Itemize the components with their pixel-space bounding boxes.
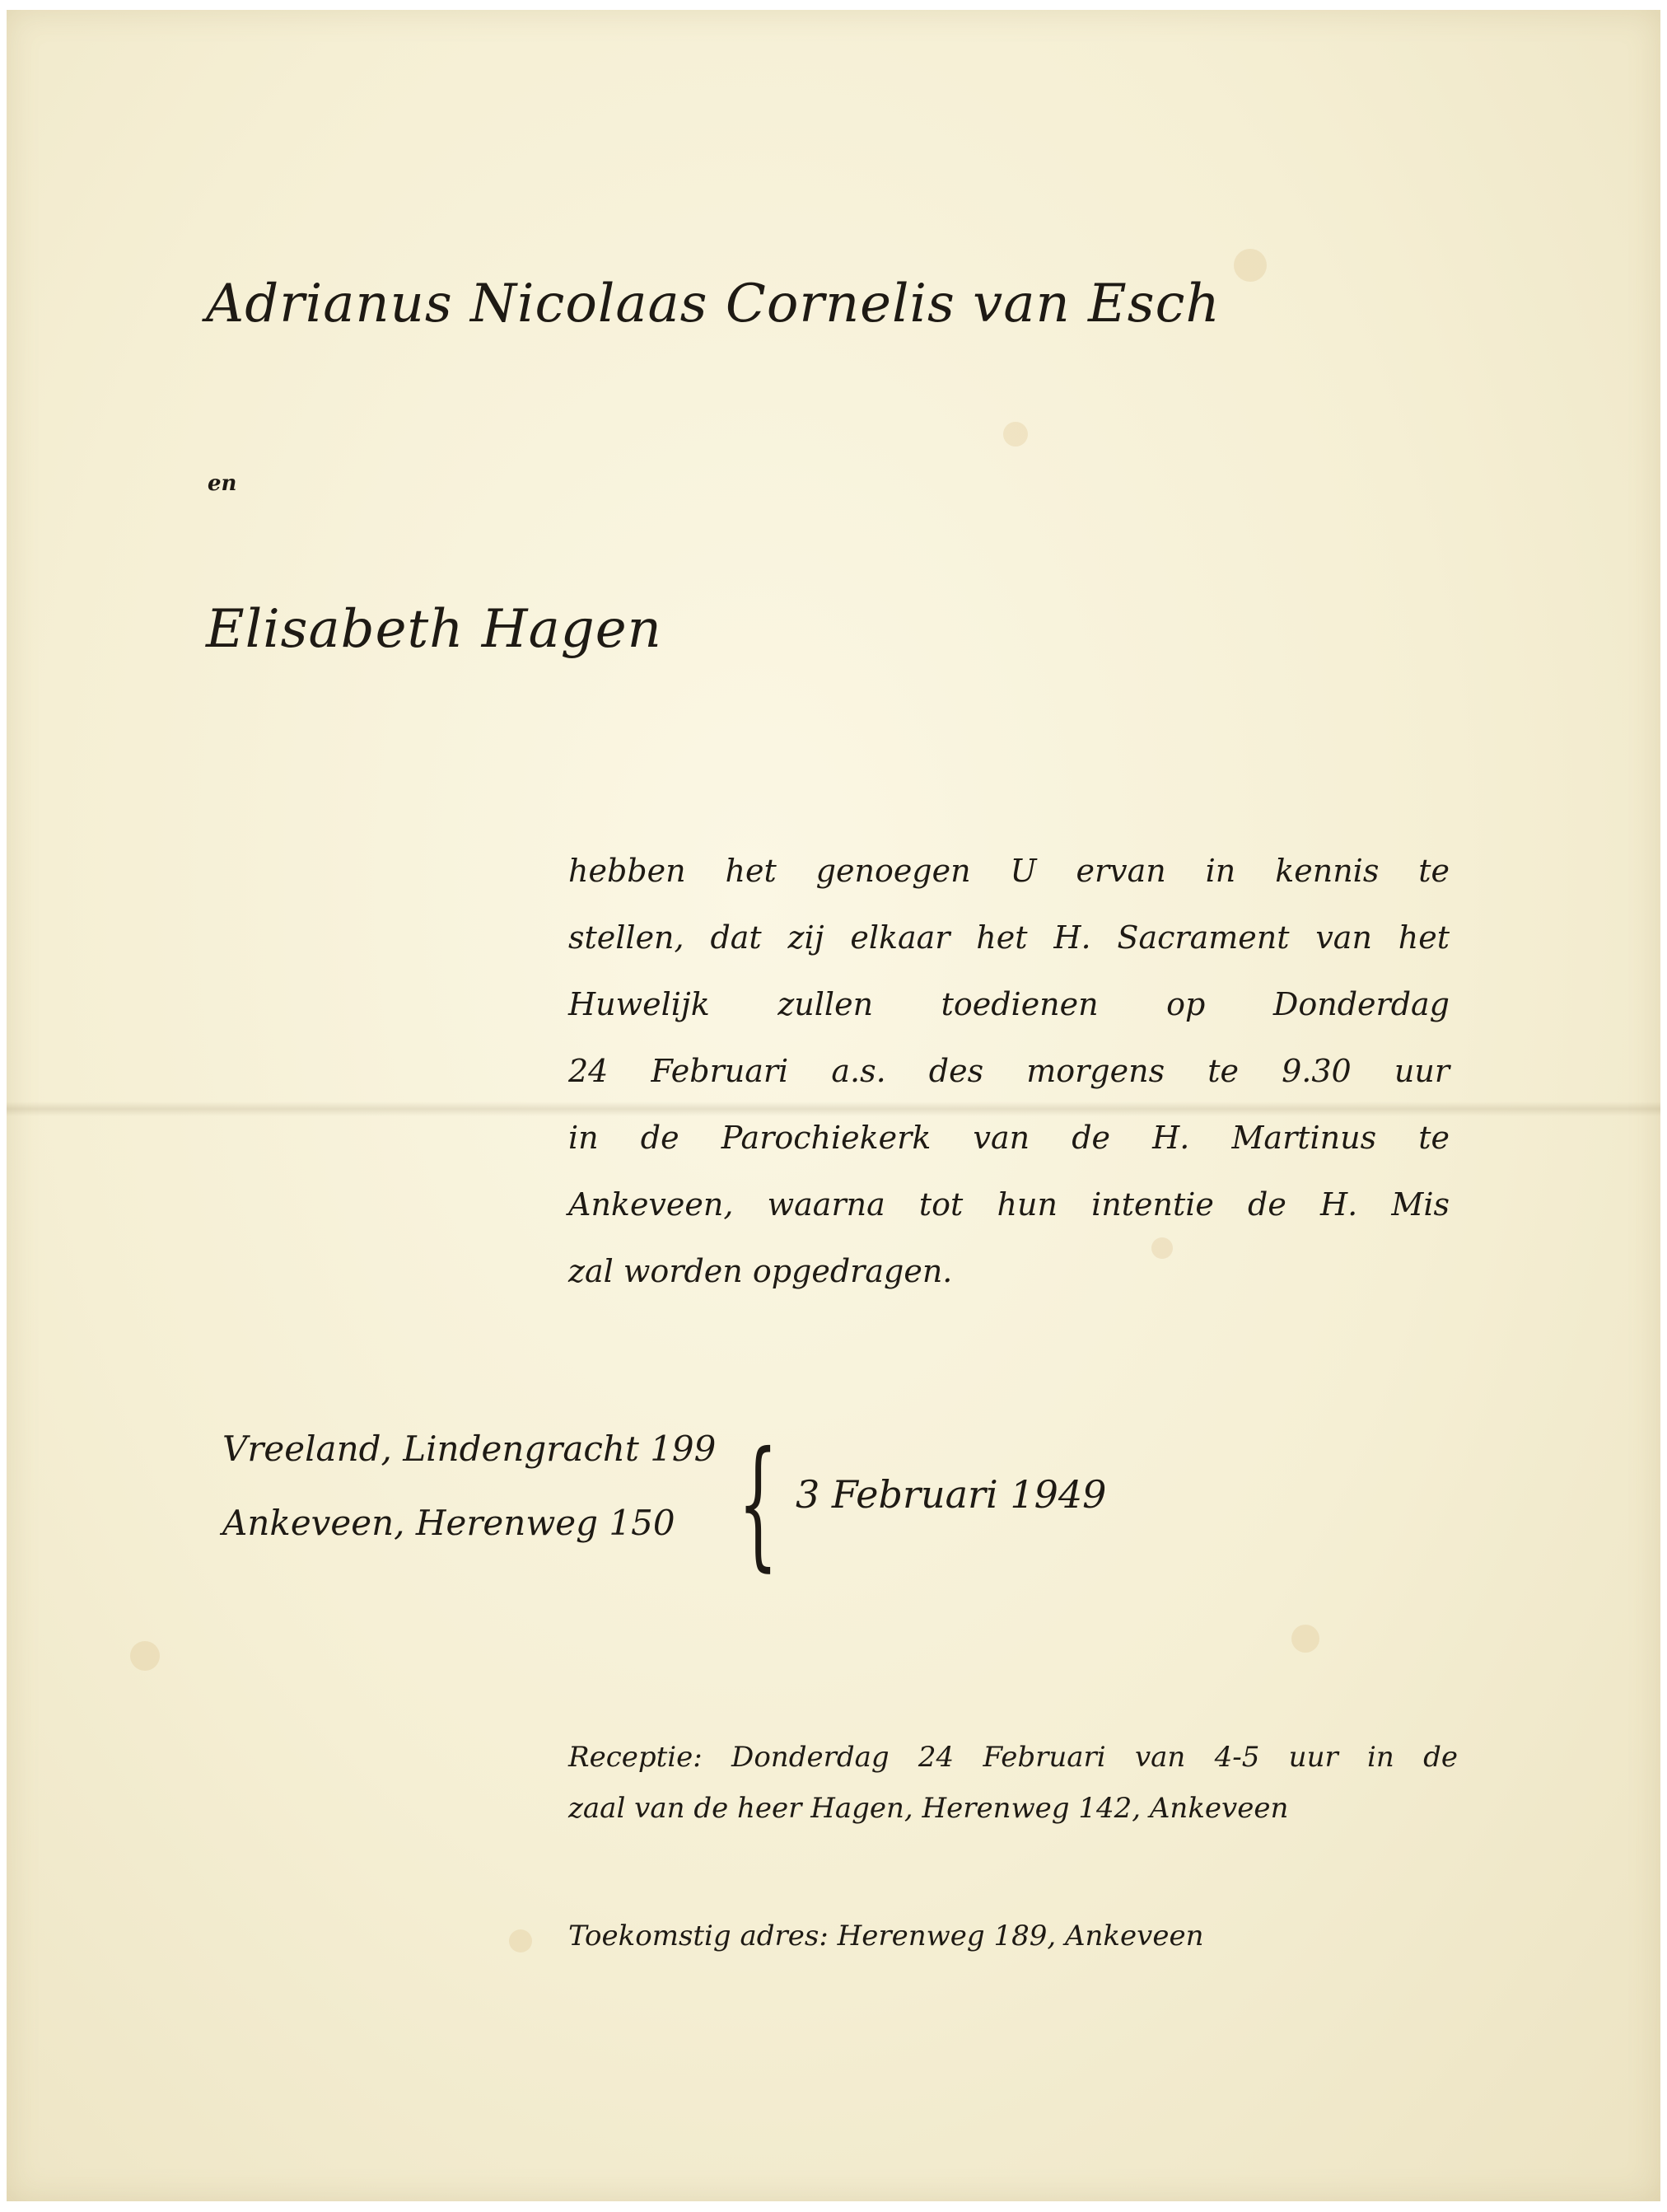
- paper-stain: [1234, 249, 1267, 282]
- paper-stain: [1003, 422, 1028, 447]
- announcement-line: in de Parochiekerk van de H. Martinus te: [568, 1120, 1450, 1156]
- conjunction: en: [208, 471, 237, 496]
- curly-brace-icon: {: [738, 1422, 778, 1585]
- reception-line: Receptie: Donderdag 24 Februari van 4-5 uur in de: [568, 1741, 1458, 1774]
- announcement-line: zal worden opgedragen.: [568, 1253, 953, 1289]
- reception-line: zaal van de heer Hagen, Herenweg 142, Ankeveen: [568, 1792, 1289, 1825]
- sender-address-ankeveen: Ankeveen, Herenweg 150: [222, 1503, 675, 1543]
- paper-stain: [509, 1929, 532, 1952]
- paper-stain: [1291, 1625, 1319, 1653]
- paper-stain: [130, 1641, 160, 1671]
- reception-details: [568, 1732, 1458, 1834]
- announcement-line: Ankeveen, waarna tot hun intentie de H. Mis: [568, 1186, 1450, 1223]
- announcement-line: stellen, dat zij elkaar het H. Sacrament van het: [568, 919, 1450, 956]
- announcement-line: 24 Februari a.s. des morgens te 9.30 uur: [568, 1053, 1450, 1089]
- announcement-date: 3 Februari 1949: [796, 1472, 1107, 1517]
- announcement-line: hebben het genoegen U ervan in kennis te: [568, 853, 1450, 889]
- bride-name: Elisabeth Hagen: [206, 599, 662, 660]
- future-address: Toekomstig adres: Herenweg 189, Ankeveen: [568, 1920, 1204, 1952]
- sender-address-vreeland: Vreeland, Lindengracht 199: [222, 1429, 717, 1469]
- announcement-line: Huwelijk zullen toedienen op Donderdag: [568, 986, 1450, 1022]
- invitation-card: [7, 10, 1660, 2201]
- announcement-paragraph: [568, 838, 1450, 1305]
- groom-name: Adrianus Nicolaas Cornelis van Esch: [206, 274, 1221, 334]
